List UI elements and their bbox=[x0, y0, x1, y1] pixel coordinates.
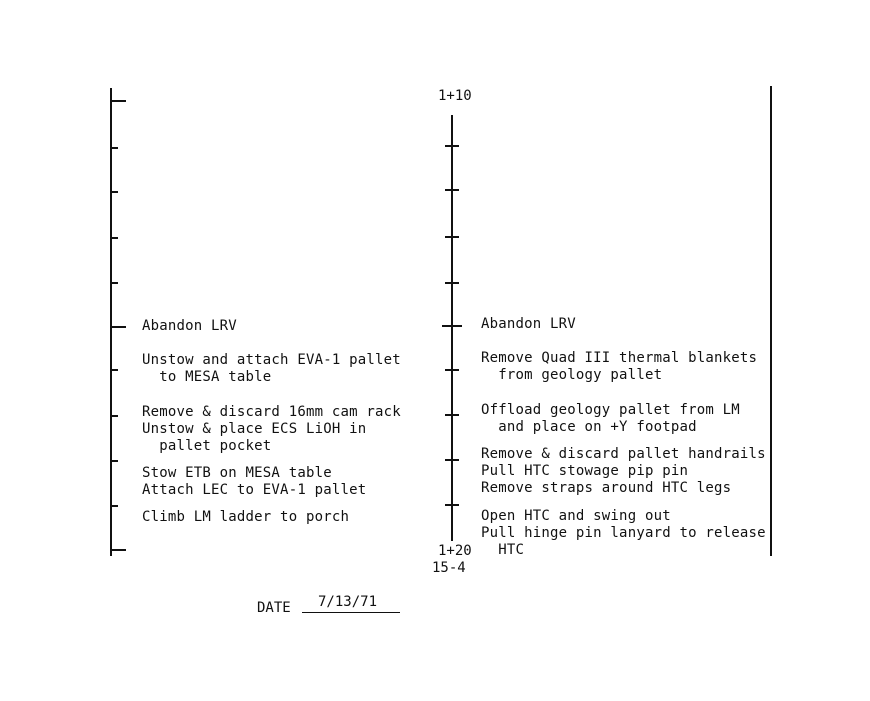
left-timeline-tick bbox=[110, 100, 126, 102]
left-timeline-tick bbox=[110, 460, 118, 462]
center-timeline-tick bbox=[445, 459, 459, 461]
right-border-rule bbox=[770, 86, 772, 556]
date-underline bbox=[302, 612, 400, 613]
center-timeline-tick bbox=[445, 189, 459, 191]
center-timeline-tick bbox=[445, 145, 459, 147]
date-label: DATE bbox=[257, 600, 291, 616]
left-timeline-tick bbox=[110, 191, 118, 193]
center-timeline-tick bbox=[442, 325, 462, 327]
left-timeline-tick bbox=[110, 549, 126, 551]
left-entry: Stow ETB on MESA table Attach LEC to EVA-1 pallet bbox=[142, 465, 367, 498]
left-entry: Climb LM ladder to porch bbox=[142, 509, 350, 525]
right-entry: Remove Quad III thermal blankets from geology pallet bbox=[481, 350, 758, 383]
date-value: 7/13/71 bbox=[318, 594, 378, 610]
center-timeline-tick bbox=[445, 414, 459, 416]
center-timeline-tick bbox=[445, 236, 459, 238]
time-end-label: 1+20 bbox=[438, 543, 472, 559]
left-timeline-tick bbox=[110, 282, 118, 284]
right-entry: Abandon LRV bbox=[481, 316, 576, 332]
left-entry: Abandon LRV bbox=[142, 318, 237, 334]
left-timeline-tick bbox=[110, 369, 118, 371]
time-start-label: 1+10 bbox=[438, 88, 472, 104]
right-entry: Remove & discard pallet handrails Pull HTC stowage pip pin Remove straps around HTC legs bbox=[481, 446, 766, 496]
left-timeline-tick bbox=[110, 415, 118, 417]
center-timeline-tick bbox=[445, 369, 459, 371]
center-timeline-tick bbox=[445, 504, 459, 506]
left-timeline-tick bbox=[110, 237, 118, 239]
left-timeline-rule bbox=[110, 88, 112, 556]
left-timeline-tick bbox=[110, 147, 118, 149]
left-entry: Unstow and attach EVA-1 pallet to MESA table bbox=[142, 352, 401, 385]
left-timeline-tick bbox=[110, 326, 126, 328]
center-timeline-tick bbox=[445, 282, 459, 284]
right-entry: Offload geology pallet from LM and place on +Y footpad bbox=[481, 402, 740, 435]
right-entry: Open HTC and swing out Pull hinge pin lanyard to release HTC bbox=[481, 508, 766, 558]
left-entry: Remove & discard 16mm cam rack Unstow & place ECS LiOH in pallet pocket bbox=[142, 404, 401, 454]
page-number: 15-4 bbox=[432, 560, 466, 576]
left-timeline-tick bbox=[110, 505, 118, 507]
center-timeline-rule bbox=[451, 115, 453, 541]
